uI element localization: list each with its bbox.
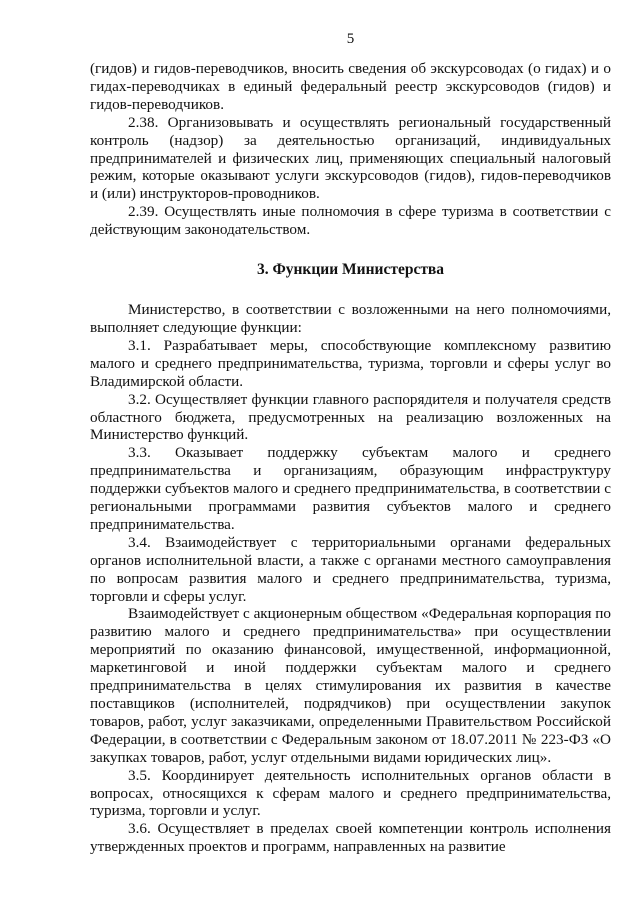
paragraph-3-4: 3.4. Взаимодействует с территориальными органами федеральных органов исполнительной власти, а также с органами местного самоуправления по вопросам развития малого и среднего предпринимательства, туризма, торговли и сферы услуг. — [90, 533, 611, 605]
page-number: 5 — [346, 31, 355, 47]
paragraph-3-6: 3.6. Осуществляет в пределах своей компетенции контроль исполнения утвержденных проектов и программ, направленных на развитие — [90, 820, 611, 856]
paragraph-intro: Министерство, в соответствии с возложенными на него полномочиями, выполняет следующие функции: — [90, 301, 611, 336]
document-page — [90, 30, 611, 856]
paragraph-2-39: 2.39. Осуществлять иные полномочия в сфере туризма в соответствии с действующим законодательством. — [90, 203, 611, 239]
paragraph-3-5: 3.5. Координирует деятельность исполнительных органов области в вопросах, относящихся к сферам малого и среднего предпринимательства, туризма, торговли и услуг. — [90, 766, 611, 820]
paragraph-3-2: 3.2. Осуществляет функции главного распорядителя и получателя средств областного бюджета, предусмотренных на реализацию возложенных на Министерство функций. — [90, 390, 611, 444]
paragraph-3-1: 3.1. Разрабатывает меры, способствующие комплексному развитию малого и среднего предпринимательства, туризма, торговли и сферы услуг во Владимирской области. — [90, 336, 611, 390]
paragraph-3-3: 3.3. Оказывает поддержку субъектам малого и среднего предпринимательства и организациям, образующим инфраструктуру поддержки субъектов малого и среднего предпринимательства, в соответствии с региональными программами развития субъектов малого и среднего предпринимательства. — [90, 444, 611, 533]
section-heading: 3. Функции Министерства — [256, 261, 445, 279]
paragraph-2-38: 2.38. Организовывать и осуществлять региональный государственный контроль (надзор) за деятельностью организаций, индивидуальных предпринимателей и физических лиц, применяющих специальный налоговый режим, которые оказывают услуги экскурсоводов (гидов), гидов-переводчиков и (или) инструкторов-проводников. — [90, 113, 611, 203]
paragraph-3-4-cont: Взаимодействует с акционерным обществом «Федеральная корпорация по развитию малого и среднего предпринимательства» при осуществлении мероприятий по оказанию финансовой, имущественной, информационной, маркетинговой и иной поддержки субъектам малого и среднего предпринимательства в целях стимулирования их развития в качестве поставщиков (исполнителей, подрядчиков) при осуществлении закупок товаров, работ, услуг заказчиками, определенными Правительством Российской Федерации, в соответствии с Федеральным законом от 18.07.2011 № 223-ФЗ «О закупках товаров, работ, услуг отдельными видами юридических лиц». — [90, 605, 611, 766]
paragraph-continuation: (гидов) и гидов-переводчиков, вносить сведения об экскурсоводах (о гидах) и о гидах-переводчиках в единый федеральный реестр экскурсоводов (гидов) и гидов-переводчиков. — [90, 60, 611, 113]
